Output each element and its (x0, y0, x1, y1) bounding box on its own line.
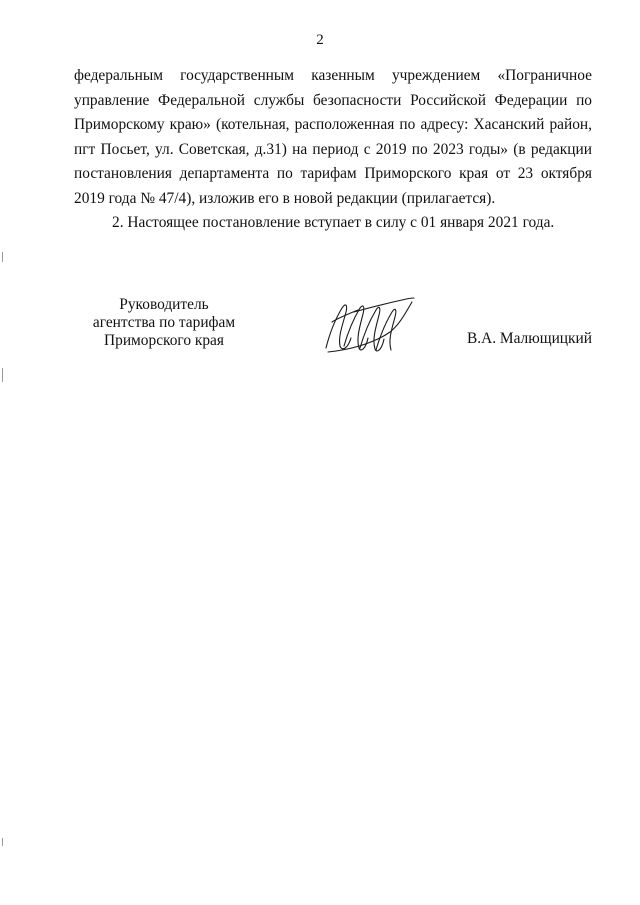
signatory-position-line: Руководитель (119, 296, 209, 313)
handwritten-signature (318, 292, 418, 358)
signer-name: В.А. Малющицкий (466, 330, 592, 347)
scan-edge-mark (2, 368, 3, 382)
scan-edge-mark (2, 838, 3, 846)
signatory-position-line: Приморского края (104, 332, 224, 349)
signatory-position-line: агентства по тарифам (92, 314, 236, 331)
signatory-position (74, 296, 254, 350)
page-number: 2 (316, 32, 324, 48)
paragraph-continuation: федеральным государственным казенным учреждением «Пограничное управление Федеральной службы безопасности Российской Федерации по Приморскому краю» (котельная, расположенная по адресу: Хасанский район, пгт Посьет, ул. Советская, д.31) на период с 2019 по 2023 годы» (в редакции постановления департамента по тарифам Приморского края от 23 октября 2019 года № 47/4), изложив его в новой редакции (прилагается). (74, 67, 592, 207)
document-body (74, 64, 592, 236)
scan-edge-mark (2, 252, 3, 262)
paragraph-effective-date: 2. Настоящее постановление вступает в силу с 01 января 2021 года. (112, 214, 555, 231)
